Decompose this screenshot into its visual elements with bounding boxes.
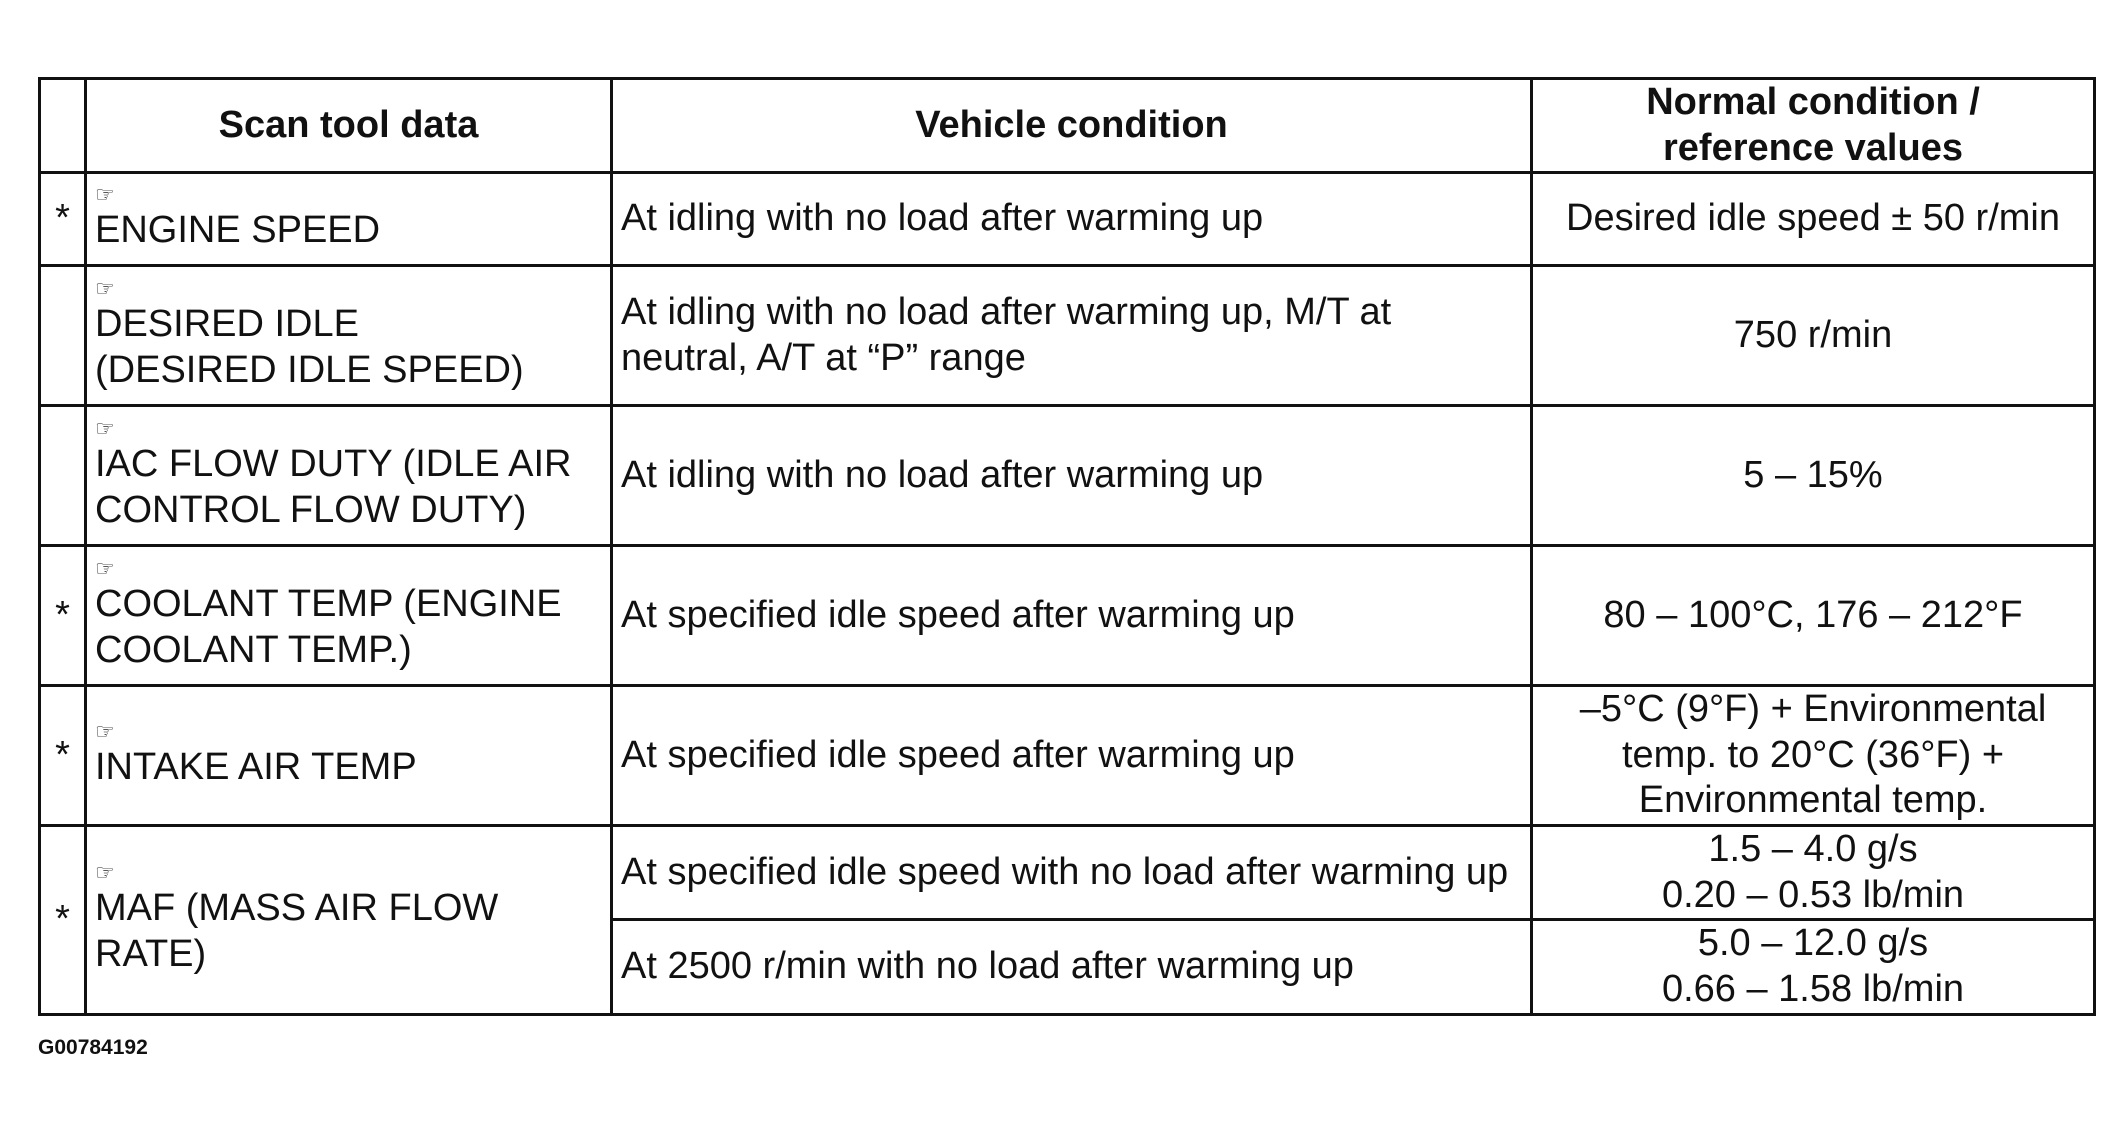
figure-id: G00784192 [38,1036,148,1059]
important-marker: * [40,546,86,686]
scan-item-label: ENGINE SPEED [95,209,381,252]
table-row [40,546,2095,686]
vehicle-condition-cell [612,920,1532,1014]
pointing-hand-icon: ☞ [95,416,115,442]
reference-value-text: –5°C (9°F) + Environmental [1579,688,2047,731]
table-row [40,173,2095,266]
scan-item-cell [86,686,612,826]
header-row [40,79,2095,173]
scan-item-label: RATE) [95,932,207,975]
reference-value-text: 80 – 100°C, 176 – 212°F [1603,593,2023,636]
scan-item-label: CONTROL FLOW DUTY) [95,488,527,531]
pointing-hand-icon: ☞ [95,182,115,208]
scan-tool-data-table [38,77,2096,1016]
vehicle-condition-text: At idling with no load after warming up [621,197,1264,240]
reference-value-cell [1532,920,2095,1014]
reference-value-text: 5.0 – 12.0 g/s [1697,922,1929,965]
reference-value-text: 0.20 – 0.53 lb/min [1661,873,1965,916]
scan-item-label: MAF (MASS AIR FLOW [95,887,499,930]
scan-item-label: IAC FLOW DUTY (IDLE AIR [95,443,572,486]
reference-value-cell [1532,173,2095,266]
important-marker: * [40,173,86,266]
vehicle-condition-cell [612,173,1532,266]
vehicle-condition-text: neutral, A/T at “P” range [621,336,1026,379]
reference-value-text: temp. to 20°C (36°F) + [1621,733,2005,776]
scan-item-cell [86,173,612,266]
scan-item-label: (DESIRED IDLE SPEED) [95,348,524,391]
reference-value-text: 1.5 – 4.0 g/s [1708,828,1918,871]
scan-item-label: DESIRED IDLE [95,303,359,346]
reference-value-cell [1532,266,2095,406]
important-marker: * [40,686,86,826]
table-row [40,266,2095,406]
scan-item-cell [86,826,612,1014]
table-row [40,826,2095,920]
reference-value-cell [1532,826,2095,920]
pointing-hand-icon: ☞ [95,276,115,302]
pointing-hand-icon: ☞ [95,556,115,582]
vehicle-condition-cell [612,266,1532,406]
important-marker: * [40,826,86,1014]
important-marker [40,266,86,406]
reference-value-text: 5 – 15% [1743,453,1883,496]
scan-item-cell [86,546,612,686]
table-row [40,406,2095,546]
header-scan-tool-data: Scan tool data [86,79,612,173]
header-normal-condition-line1: Normal condition / [1646,81,1980,123]
header-vehicle-condition: Vehicle condition [612,79,1532,173]
vehicle-condition-cell [612,546,1532,686]
reference-value-cell [1532,546,2095,686]
reference-value-cell [1532,686,2095,826]
vehicle-condition-text: At 2500 r/min with no load after warming up [621,945,1354,988]
table-row [40,686,2095,826]
scan-item-cell [86,266,612,406]
header-normal-condition [1532,79,2095,173]
scan-item-label: INTAKE AIR TEMP [95,745,417,788]
reference-value-text: Desired idle speed ± 50 r/min [1566,197,2060,240]
vehicle-condition-text: At specified idle speed after warming up [621,593,1295,636]
reference-value-text: Environmental temp. [1638,779,1988,822]
vehicle-condition-cell [612,826,1532,920]
vehicle-condition-cell [612,406,1532,546]
reference-value-text: 0.66 – 1.58 lb/min [1661,967,1965,1010]
important-marker [40,406,86,546]
pointing-hand-icon: ☞ [95,718,115,744]
scan-item-label: COOLANT TEMP (ENGINE [95,583,562,626]
header-marker-cell [40,79,86,173]
vehicle-condition-text: At specified idle speed with no load after warming up [621,850,1509,893]
scan-item-cell [86,406,612,546]
pointing-hand-icon: ☞ [95,860,115,886]
reference-value-cell [1532,406,2095,546]
vehicle-condition-text: At specified idle speed after warming up [621,733,1295,776]
header-normal-condition-line2: reference values [1663,126,1963,169]
scan-item-label: COOLANT TEMP.) [95,628,412,671]
vehicle-condition-text: At idling with no load after warming up, M/T at [621,291,1392,334]
vehicle-condition-text: At idling with no load after warming up [621,453,1264,496]
vehicle-condition-cell [612,686,1532,826]
reference-value-text: 750 r/min [1733,313,1893,356]
